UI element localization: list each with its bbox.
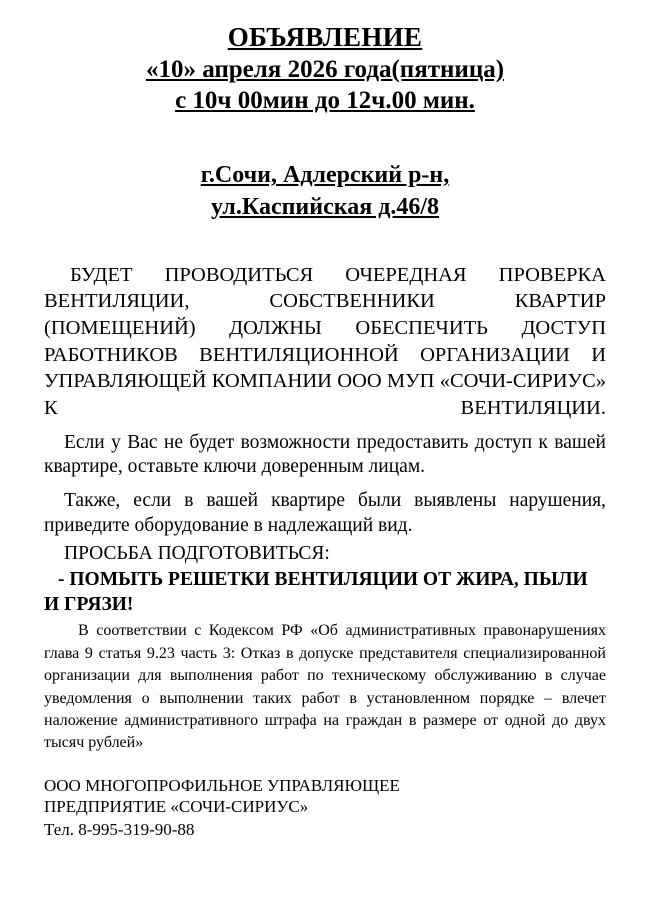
legal-reference-paragraph: В соответствии с Кодексом РФ «Об административных правонарушениях глава 9 статья 9.23 часть 3: Отказ в допуске представителя специализированной организации для выполнения работ по техническому обслуживанию в случае уведомления о выполнении таких работ в установленном порядке – влечет наложение административного штрафа на граждан в размере от одной до двух тысяч рублей»	[44, 622, 606, 752]
paragraph-violations: Также, если в вашей квартире были выявлены нарушения, приведите оборудование в надлежащий вид.	[44, 490, 606, 536]
footer-company-line-2: ПРЕДПРИЯТИЕ «СОЧИ-СИРИУС»	[44, 797, 309, 817]
address-block	[44, 160, 606, 223]
page-title: ОБЪЯВЛЕНИЕ	[227, 22, 423, 52]
address-line-street: ул.Каспийская д.46/8	[211, 194, 439, 221]
footer-phone: Тел. 8-995-319-90-88	[44, 819, 195, 839]
footer-company-line-1: ООО МНОГОПРОФИЛЬНОЕ УПРАВЛЯЮЩЕЕ	[44, 775, 400, 795]
footer-block	[44, 775, 606, 840]
main-notice-paragraph: БУДЕТ ПРОВОДИТЬСЯ ОЧЕРЕДНАЯ ПРОВЕРКА ВЕНТИЛЯЦИИ, СОБСТВЕННИКИ КВАРТИР (ПОМЕЩЕНИЙ) ДОЛЖНЫ ОБЕСПЕЧИТЬ ДОСТУП РАБОТНИКОВ ВЕНТИЛЯЦИОННОЙ ОРГАНИЗАЦИИ И УПРАВЛЯЮЩЕЙ КОМПАНИИ ООО МУП «СОЧИ-СИРИУС» К ВЕНТИЛЯЦИИ.	[44, 263, 606, 419]
date-line: «10» апреля 2026 года(пятница)	[145, 55, 505, 83]
paragraph-keys-access: Если у Вас не будет возможности предоставить доступ к вашей квартире, оставьте ключи доверенным лицам.	[44, 431, 606, 478]
request-bold-instruction: - ПОМЫТЬ РЕШЕТКИ ВЕНТИЛЯЦИИ ОТ ЖИРА, ПЫЛИ И ГРЯЗИ!	[44, 569, 588, 615]
title-block	[44, 22, 606, 116]
address-line-city: г.Сочи, Адлерский р-н,	[200, 162, 450, 189]
request-label: ПРОСЬБА ПОДГОТОВИТЬСЯ:	[64, 542, 330, 564]
time-line: с 10ч 00мин до 12ч.00 мин.	[175, 87, 475, 115]
